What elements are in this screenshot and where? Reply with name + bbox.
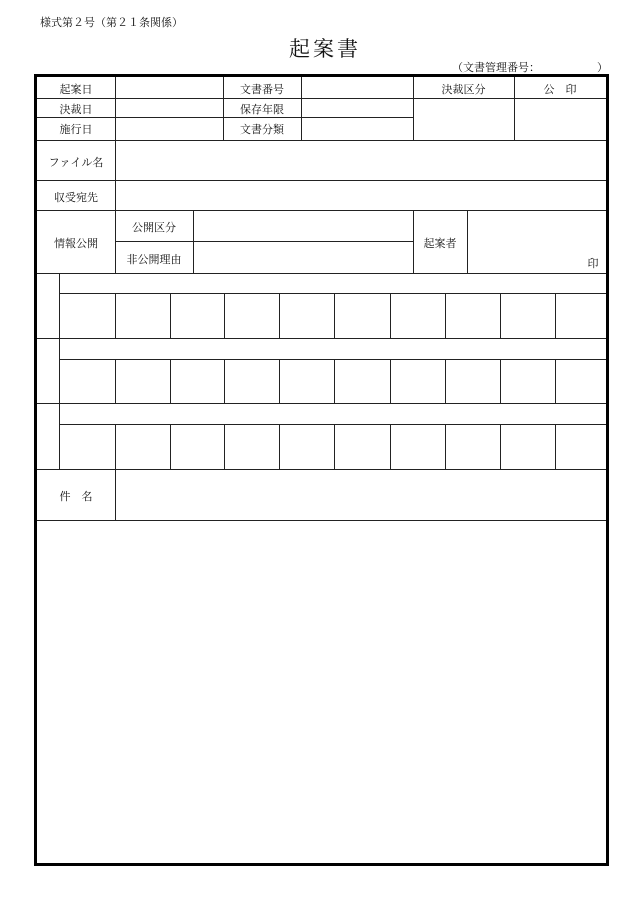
rule xyxy=(115,241,413,242)
retention-period-label: 保存年限 xyxy=(240,103,284,116)
rule xyxy=(500,359,501,403)
nondisclosure-reason-label: 非公開理由 xyxy=(126,253,182,266)
rule xyxy=(170,359,171,403)
disclosure-type-label: 公開区分 xyxy=(132,221,176,234)
rule xyxy=(170,293,171,338)
official-seal-field[interactable] xyxy=(515,101,605,137)
rule xyxy=(59,293,606,294)
document-number-label: 文書番号 xyxy=(240,83,284,96)
rule xyxy=(37,98,413,99)
rule xyxy=(193,210,194,273)
rule xyxy=(224,359,225,403)
rule xyxy=(37,520,606,521)
management-number-label: （文書管理番号： xyxy=(452,61,540,74)
rule xyxy=(170,424,171,469)
subject-field[interactable] xyxy=(117,472,603,518)
document-category-field[interactable] xyxy=(302,121,412,137)
rule xyxy=(467,210,468,273)
rule xyxy=(334,293,335,338)
enforcement-date-field[interactable] xyxy=(116,121,222,137)
rule xyxy=(445,293,446,338)
enforcement-date-label: 施行日 xyxy=(59,123,93,136)
nondisclosure-reason-field[interactable] xyxy=(195,244,411,271)
seal-mark: 印 xyxy=(587,257,599,270)
decision-type-field[interactable] xyxy=(414,101,513,137)
page-title: 起案書 xyxy=(289,37,361,61)
rule xyxy=(37,210,606,211)
rule xyxy=(37,117,413,118)
rule xyxy=(445,424,446,469)
file-name-field[interactable] xyxy=(117,143,603,179)
rule xyxy=(224,424,225,469)
decision-type-label: 決裁区分 xyxy=(441,83,486,96)
rule xyxy=(37,403,606,404)
document-number-field[interactable] xyxy=(302,81,412,97)
rule xyxy=(115,469,116,520)
drafter-label: 起案者 xyxy=(423,237,457,250)
official-seal-label: 公 印 xyxy=(543,83,577,96)
rule xyxy=(37,338,606,339)
rule xyxy=(500,424,501,469)
rule xyxy=(115,293,116,338)
management-number-close: ） xyxy=(597,61,608,74)
rule xyxy=(390,424,391,469)
decision-date-label: 決裁日 xyxy=(59,103,93,116)
decision-date-field[interactable] xyxy=(116,101,222,117)
rule xyxy=(413,98,606,99)
info-disclosure-label: 情報公開 xyxy=(54,237,98,250)
rule xyxy=(37,180,606,181)
rule xyxy=(334,424,335,469)
document-category-label: 文書分類 xyxy=(240,123,284,136)
rule xyxy=(115,424,116,469)
recipient-field[interactable] xyxy=(117,183,603,209)
rule xyxy=(555,359,556,403)
drafter-field[interactable] xyxy=(469,213,579,271)
rule xyxy=(500,293,501,338)
form-frame xyxy=(34,74,609,866)
rule xyxy=(279,293,280,338)
rule xyxy=(390,293,391,338)
recipient-label: 収受宛先 xyxy=(54,191,98,204)
form-number: 様式第２号（第２１条関係） xyxy=(40,16,183,29)
disclosure-type-field[interactable] xyxy=(195,213,411,240)
rule xyxy=(37,140,606,141)
rule xyxy=(390,359,391,403)
rule xyxy=(115,359,116,403)
rule xyxy=(115,140,116,210)
rule xyxy=(279,424,280,469)
draft-date-field[interactable] xyxy=(116,81,222,97)
rule xyxy=(224,293,225,338)
rule xyxy=(555,424,556,469)
body-field[interactable] xyxy=(39,523,603,861)
rule xyxy=(334,359,335,403)
rule xyxy=(37,469,606,470)
rule xyxy=(59,273,60,469)
rule xyxy=(59,424,606,425)
rule xyxy=(445,359,446,403)
retention-period-field[interactable] xyxy=(302,101,412,117)
rule xyxy=(279,359,280,403)
rule xyxy=(555,293,556,338)
management-number xyxy=(452,59,608,75)
draft-date-label: 起案日 xyxy=(59,83,93,96)
file-name-label: ファイル名 xyxy=(48,156,104,169)
subject-label: 件 名 xyxy=(59,490,93,503)
rule xyxy=(59,359,606,360)
rule xyxy=(37,273,606,274)
